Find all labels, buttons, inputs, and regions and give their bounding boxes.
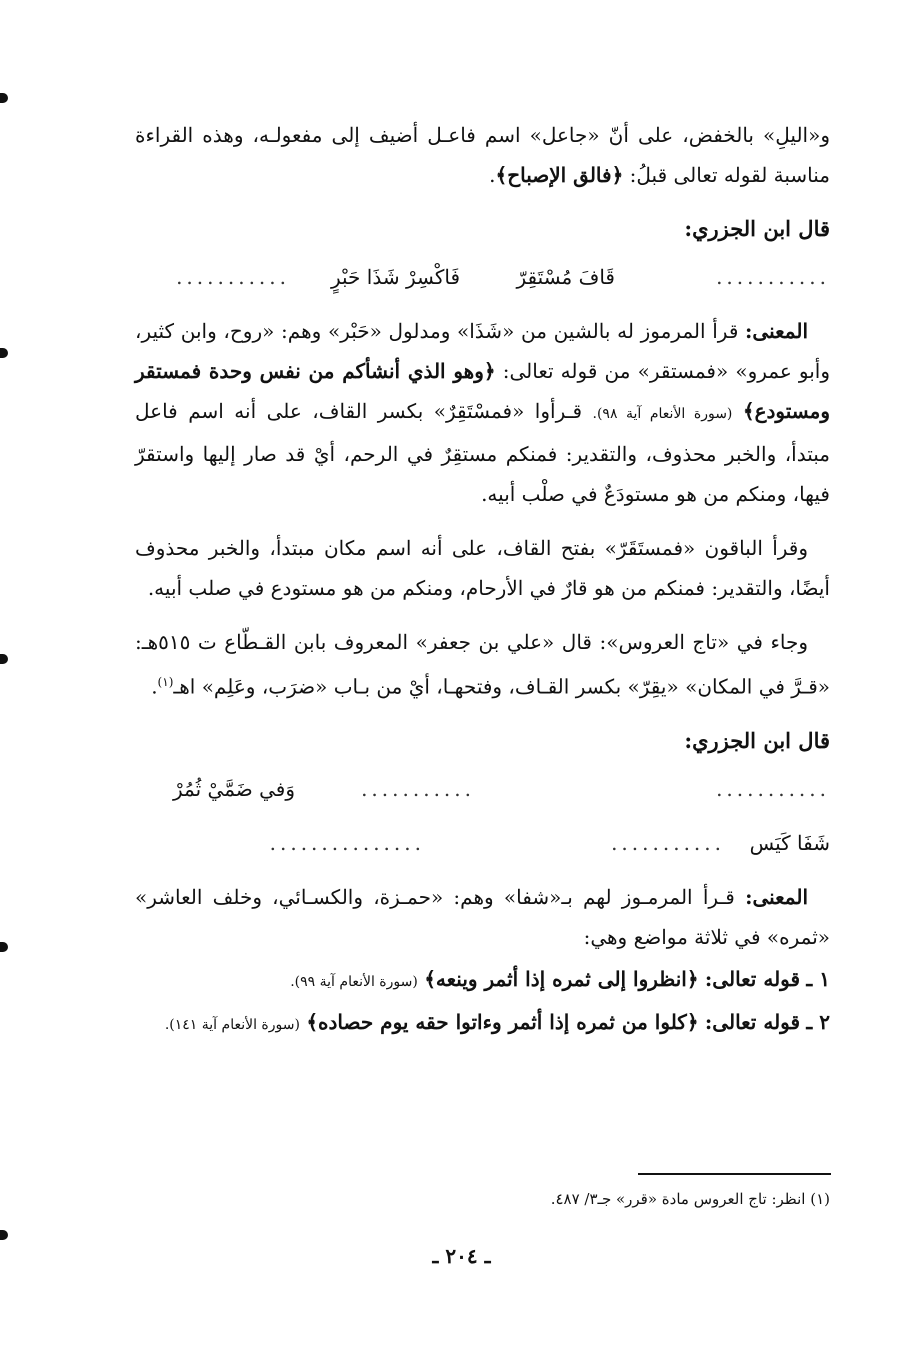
paragraph-1: و«اليلِ» بالخفض، على أنّ «جاعل» اسم فاعـل أضيف إلى مفعولـه، وهذه القراءة مناسبة لقوله تعالى قبلُ: ﴿فالق الإصباح﴾. — [135, 123, 830, 187]
main-text — [135, 115, 830, 1059]
verse-line-2: ........... ........... وَفي ضَمَّيْ ثُمُرْ — [135, 769, 830, 817]
verse-hemistich: وَفي ضَمَّيْ ثُمُرْ — [173, 776, 295, 801]
heading-ibn-aljazari: قال ابن الجزري: — [684, 216, 830, 241]
paragraph-2: المعنى: قرأ المرموز له بالشين من «شَذَا» ومدلول «حَبْر» وهم: «روح، وابن كثير، وأبو عمرو» «فمستقر» من قوله تعالى: ﴿وهو الذي أنشأكم من نفس وحدة فمستقر ومستودع﴾ (سورة الأنعام آية ٩٨). قـرأوا «فمسْتَقِرٌ» بكسر القاف، على أنه اسم فاعل مبتدأ، والخبر محذوف، والتقدير: فمنكم مستقِرٌ في الرحم، أيْ قد صار إليها واستقرّ فيها، ومنكم من هو مستودَعٌ في صلْب أبيه. — [135, 319, 831, 506]
heading-ibn-aljazari: قال ابن الجزري: — [684, 727, 830, 753]
verse-line-3: شَفَا كَيَس ........... ............... — [135, 823, 830, 871]
footnote-marker: (١) — [157, 675, 174, 689]
footnote-divider — [638, 1173, 831, 1175]
quran-quote: ﴿كلوا من ثمره إذا أثمر وءاتوا حقه يوم حصاده﴾ — [306, 1009, 699, 1034]
surah-reference: (سورة الأنعام آية ١٤١). — [164, 1016, 300, 1033]
meaning-label: المعنى: — [745, 319, 808, 343]
quran-quote: ﴿وهو الذي أنشأكم من نفس وحدة فمستقر ومستودع﴾ — [135, 359, 831, 423]
meaning-label: المعنى: — [745, 884, 809, 909]
binding-mark — [0, 942, 8, 952]
paragraph-5: المعنى: قـرأ المرمـوز لهم بـ«شفا» وهم: «حمـزة، والكسـائي، وخلف العاشر» «ثمره» في ثلاثة مواضع وهي: — [135, 884, 830, 949]
binding-mark — [0, 93, 8, 103]
paragraph-4: وجاء في «تاج العروس»: قال «علي بن جعفر» المعروف بابن القـطّاع ت ٥١٥هـ: «قـرَّ في المكان» «يقِرّ» بكسر القـاف، وفتحهـا، أيْ من بـاب «ضرَب، وعَلِم» اهـ$^{(١)}$. — [135, 630, 830, 699]
page-number: ـ ٢٠٤ ـ — [432, 1244, 491, 1268]
verse-hemistich: فَاكْسِرْ شَذَا حَبْرٍ — [330, 265, 460, 289]
surah-reference: (سورة الأنعام آية ٩٨). — [592, 406, 733, 422]
binding-mark — [0, 1230, 8, 1240]
paragraph-3: وقرأ الباقون «فمستَقَرّ» بفتح القاف، على أنه اسم مكان مبتدأ، والخبر محذوف أيضًا، والتقدير: فمنكم من هو قارٌ في الأرحام، ومنكم من هو مستودع في صلب أبيه. — [135, 536, 830, 600]
verse-hemistich: شَفَا كَيَس — [749, 830, 830, 855]
surah-reference: (سورة الأنعام آية ٩٩). — [290, 973, 418, 990]
verse-line-1: ........... قَافَ مُسْتَقِرّ فَاكْسِرْ شَذَا حَبْرٍ ........... — [135, 257, 830, 305]
list-item-1: ١ ـ قوله تعالى: ﴿انظروا إلى ثمره إذا أثمر وينعه﴾ (سورة الأنعام آية ٩٩). — [290, 966, 830, 991]
list-item-2: ٢ ـ قوله تعالى: ﴿كلوا من ثمره إذا أثمر وءاتوا حقه يوم حصاده﴾ (سورة الأنعام آية ١٤١). — [164, 1009, 830, 1034]
quran-quote: ﴿فالق الإصباح﴾ — [495, 163, 624, 187]
verse-hemistich: قَافَ مُسْتَقِرّ — [516, 265, 615, 289]
binding-mark — [0, 654, 8, 664]
binding-mark — [0, 348, 8, 358]
footnote: (١) انظر: تاج العروس مادة «قرر» جـ٣/ ٤٨٧. — [550, 1190, 830, 1208]
quran-quote: ﴿انظروا إلى ثمره إذا أثمر وينعه﴾ — [424, 966, 699, 991]
